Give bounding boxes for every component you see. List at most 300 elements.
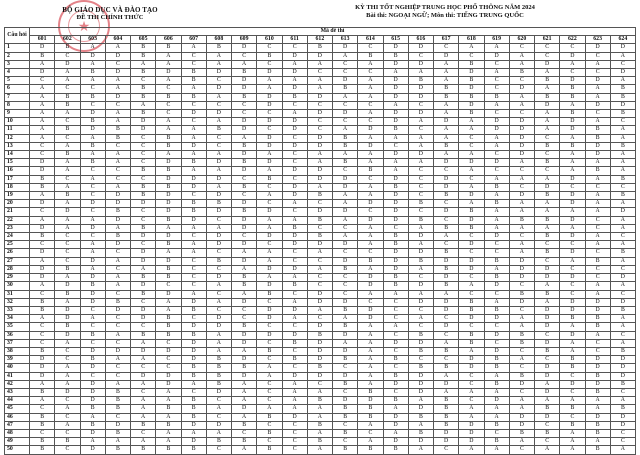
table-header-row-top <box>5 28 636 36</box>
answer-cell: D <box>232 224 257 232</box>
answer-cell: A <box>509 200 534 208</box>
answer-cell: A <box>585 397 610 405</box>
answer-cell: A <box>55 339 80 347</box>
answer-cell: A <box>484 216 509 224</box>
table-row <box>5 118 636 126</box>
answer-cell: D <box>459 265 484 273</box>
answer-cell: C <box>383 306 408 314</box>
answer-cell: A <box>181 380 206 388</box>
answer-cell: D <box>257 233 282 241</box>
answer-cell: D <box>535 306 560 314</box>
answer-cell: A <box>282 216 307 224</box>
answer-cell: B <box>383 282 408 290</box>
question-number: 38 <box>5 347 30 355</box>
answer-cell: C <box>610 183 635 191</box>
answer-cell: C <box>105 413 130 421</box>
answer-cell: C <box>585 249 610 257</box>
answer-cell: D <box>30 274 55 282</box>
answer-cell: C <box>131 216 156 224</box>
answer-cell: A <box>560 101 585 109</box>
exam-code-header: 614 <box>358 36 383 44</box>
answer-cell: D <box>434 429 459 437</box>
answer-cell: A <box>55 200 80 208</box>
answer-cell: A <box>282 397 307 405</box>
answer-cell: C <box>560 183 585 191</box>
answer-cell: C <box>131 364 156 372</box>
question-number: 8 <box>5 101 30 109</box>
answer-cell: B <box>535 347 560 355</box>
answer-cell: C <box>358 69 383 77</box>
answer-cell: A <box>181 167 206 175</box>
answer-cell: C <box>206 216 231 224</box>
answer-cell: D <box>80 110 105 118</box>
answer-cell: B <box>610 110 635 118</box>
answer-cell: D <box>206 274 231 282</box>
answer-cell: C <box>257 356 282 364</box>
answer-cell: D <box>80 200 105 208</box>
answer-cell: A <box>307 413 332 421</box>
question-number: 10 <box>5 118 30 126</box>
answer-cell: A <box>434 290 459 298</box>
answer-cell: C <box>358 175 383 183</box>
answer-cell: D <box>80 388 105 396</box>
answer-cell: A <box>206 282 231 290</box>
answer-cell: B <box>55 290 80 298</box>
answer-cell: B <box>459 306 484 314</box>
answer-cell: A <box>610 200 635 208</box>
answer-cell: B <box>131 69 156 77</box>
table-row <box>5 142 636 150</box>
answer-cell: C <box>383 388 408 396</box>
answer-cell: D <box>333 77 358 85</box>
answer-cell: A <box>307 265 332 273</box>
table-row <box>5 249 636 257</box>
answer-cell: D <box>408 233 433 241</box>
answer-cell: B <box>55 323 80 331</box>
answer-cell: B <box>383 372 408 380</box>
answer-cell: C <box>181 274 206 282</box>
answer-cell: C <box>206 142 231 150</box>
answer-cell: D <box>434 438 459 446</box>
answer-cell: D <box>383 200 408 208</box>
answer-cell: B <box>333 306 358 314</box>
answer-cell: C <box>333 388 358 396</box>
answer-cell: B <box>156 315 181 323</box>
answer-cell: C <box>459 233 484 241</box>
answer-cell: B <box>383 241 408 249</box>
answer-cell: B <box>408 77 433 85</box>
answer-cell: C <box>509 347 534 355</box>
answer-cell: A <box>232 388 257 396</box>
answer-cell: C <box>181 233 206 241</box>
answer-cell: A <box>257 151 282 159</box>
answer-cell: A <box>610 315 635 323</box>
answer-cell: D <box>307 167 332 175</box>
answer-cell: A <box>282 60 307 68</box>
answer-cell: C <box>30 142 55 150</box>
answer-cell: D <box>105 192 130 200</box>
answer-cell: B <box>80 405 105 413</box>
answer-cell: C <box>585 339 610 347</box>
answer-cell: B <box>535 249 560 257</box>
answer-cell: A <box>156 52 181 60</box>
answer-cell: B <box>156 331 181 339</box>
answer-cell: A <box>434 372 459 380</box>
answer-cell: B <box>131 52 156 60</box>
answer-cell: C <box>55 85 80 93</box>
answer-cell: A <box>535 200 560 208</box>
answer-cell: A <box>585 192 610 200</box>
answer-cell: A <box>358 323 383 331</box>
answer-cell: C <box>560 241 585 249</box>
answer-cell: B <box>434 364 459 372</box>
answer-cell: D <box>358 126 383 134</box>
answer-cell: B <box>408 347 433 355</box>
answer-cell: D <box>610 421 635 429</box>
answer-cell: D <box>30 372 55 380</box>
answer-key-table-wrapper <box>4 27 636 453</box>
answer-cell: A <box>232 446 257 454</box>
answer-cell: D <box>509 265 534 273</box>
table-row <box>5 208 636 216</box>
answer-cell: C <box>156 85 181 93</box>
answer-cell: D <box>509 421 534 429</box>
answer-cell: A <box>358 233 383 241</box>
answer-cell: D <box>333 183 358 191</box>
answer-cell: D <box>55 60 80 68</box>
answer-cell: A <box>484 134 509 142</box>
answer-cell: C <box>232 233 257 241</box>
answer-cell: C <box>156 101 181 109</box>
table-row <box>5 151 636 159</box>
question-header: Câu hỏi <box>5 28 30 44</box>
answer-cell: B <box>585 372 610 380</box>
answer-cell: D <box>560 216 585 224</box>
answer-cell: D <box>131 200 156 208</box>
answer-cell: B <box>131 421 156 429</box>
answer-cell: D <box>459 438 484 446</box>
answer-cell: C <box>484 290 509 298</box>
answer-cell: D <box>131 282 156 290</box>
answer-cell: C <box>459 52 484 60</box>
answer-cell: C <box>560 44 585 52</box>
answer-cell: A <box>206 118 231 126</box>
answer-cell: A <box>434 388 459 396</box>
answer-cell: B <box>358 257 383 265</box>
answer-cell: C <box>434 241 459 249</box>
answer-cell: A <box>408 224 433 232</box>
answer-cell: D <box>30 159 55 167</box>
answer-cell: A <box>610 151 635 159</box>
answer-cell: A <box>509 93 534 101</box>
answer-cell: A <box>408 134 433 142</box>
answer-cell: A <box>358 356 383 364</box>
answer-cell: C <box>484 241 509 249</box>
answer-cell: B <box>610 175 635 183</box>
answer-cell: B <box>307 233 332 241</box>
answer-cell: D <box>333 175 358 183</box>
answer-cell: D <box>585 298 610 306</box>
answer-cell: C <box>535 356 560 364</box>
answer-cell: C <box>80 101 105 109</box>
answer-cell: D <box>459 159 484 167</box>
answer-cell: D <box>206 208 231 216</box>
answer-cell: A <box>232 397 257 405</box>
answer-cell: B <box>560 93 585 101</box>
answer-cell: A <box>535 298 560 306</box>
answer-cell: A <box>206 429 231 437</box>
exam-code-header: 606 <box>156 36 181 44</box>
answer-cell: C <box>257 421 282 429</box>
table-row <box>5 44 636 52</box>
answer-cell: A <box>307 249 332 257</box>
answer-cell: A <box>509 224 534 232</box>
answer-cell: C <box>535 167 560 175</box>
answer-cell: C <box>560 282 585 290</box>
answer-cell: C <box>333 290 358 298</box>
answer-cell: A <box>156 397 181 405</box>
answer-cell: C <box>30 151 55 159</box>
answer-cell: D <box>484 118 509 126</box>
answer-cell: D <box>459 429 484 437</box>
answer-cell: D <box>206 110 231 118</box>
answer-cell: B <box>610 93 635 101</box>
answer-cell: D <box>206 85 231 93</box>
answer-cell: C <box>408 126 433 134</box>
answer-cell: C <box>257 438 282 446</box>
answer-cell: A <box>434 233 459 241</box>
answer-cell: B <box>434 421 459 429</box>
answer-cell: D <box>383 265 408 273</box>
answer-cell: B <box>585 134 610 142</box>
answer-cell: C <box>535 134 560 142</box>
answer-cell: A <box>156 388 181 396</box>
answer-cell: D <box>560 192 585 200</box>
answer-cell: D <box>206 315 231 323</box>
answer-cell: B <box>257 446 282 454</box>
answer-cell: A <box>560 397 585 405</box>
answer-cell: B <box>459 110 484 118</box>
answer-cell: D <box>383 216 408 224</box>
answer-cell: D <box>282 85 307 93</box>
answer-cell: A <box>585 331 610 339</box>
answer-cell: D <box>232 126 257 134</box>
answer-cell: A <box>257 249 282 257</box>
answer-cell: A <box>484 388 509 396</box>
answer-cell: A <box>535 69 560 77</box>
answer-cell: C <box>282 44 307 52</box>
answer-cell: D <box>232 200 257 208</box>
answer-cell: B <box>383 356 408 364</box>
answer-cell: A <box>30 397 55 405</box>
answer-cell: D <box>307 323 332 331</box>
answer-cell: C <box>257 183 282 191</box>
answer-body <box>5 44 636 454</box>
answer-cell: A <box>307 77 332 85</box>
answer-cell: C <box>585 110 610 118</box>
answer-cell: B <box>434 347 459 355</box>
answer-cell: A <box>358 331 383 339</box>
answer-cell: A <box>484 208 509 216</box>
answer-cell: A <box>181 151 206 159</box>
answer-cell: D <box>383 77 408 85</box>
answer-cell: B <box>206 372 231 380</box>
answer-cell: C <box>459 142 484 150</box>
answer-cell: A <box>30 126 55 134</box>
answer-cell: A <box>156 126 181 134</box>
answer-cell: C <box>610 60 635 68</box>
answer-cell: D <box>408 44 433 52</box>
answer-cell: C <box>509 233 534 241</box>
answer-cell: A <box>333 192 358 200</box>
answer-cell: A <box>383 405 408 413</box>
answer-cell: C <box>560 388 585 396</box>
answer-cell: A <box>30 216 55 224</box>
answer-cell: A <box>358 183 383 191</box>
answer-cell: B <box>55 151 80 159</box>
answer-cell: A <box>307 60 332 68</box>
table-row <box>5 265 636 273</box>
answer-cell: A <box>560 151 585 159</box>
answer-cell: C <box>105 249 130 257</box>
answer-cell: D <box>610 372 635 380</box>
answer-cell: D <box>30 69 55 77</box>
answer-cell: D <box>232 257 257 265</box>
answer-cell: D <box>232 405 257 413</box>
answer-cell: B <box>333 85 358 93</box>
answer-cell: B <box>383 183 408 191</box>
answer-cell: B <box>459 77 484 85</box>
question-number: 5 <box>5 77 30 85</box>
answer-cell: C <box>509 110 534 118</box>
answer-cell: A <box>383 323 408 331</box>
answer-cell: C <box>535 52 560 60</box>
answer-cell: B <box>383 52 408 60</box>
answer-cell: D <box>232 118 257 126</box>
answer-cell: A <box>333 200 358 208</box>
answer-cell: C <box>105 142 130 150</box>
answer-cell: C <box>282 347 307 355</box>
answer-cell: B <box>585 167 610 175</box>
answer-cell: B <box>434 142 459 150</box>
answer-cell: A <box>181 429 206 437</box>
answer-cell: A <box>206 52 231 60</box>
answer-cell: B <box>156 134 181 142</box>
answer-cell: D <box>206 69 231 77</box>
answer-cell: C <box>459 372 484 380</box>
answer-cell: B <box>232 438 257 446</box>
answer-cell: A <box>55 405 80 413</box>
answer-cell: D <box>509 134 534 142</box>
answer-cell: C <box>105 323 130 331</box>
answer-cell: D <box>257 93 282 101</box>
answer-cell: C <box>408 323 433 331</box>
answer-cell: A <box>307 429 332 437</box>
answer-cell: B <box>80 282 105 290</box>
answer-cell: D <box>80 52 105 60</box>
question-number: 37 <box>5 339 30 347</box>
answer-cell: C <box>55 118 80 126</box>
answer-cell: A <box>484 265 509 273</box>
answer-cell: D <box>282 331 307 339</box>
answer-cell: A <box>358 438 383 446</box>
table-row <box>5 356 636 364</box>
answer-cell: B <box>131 183 156 191</box>
answer-cell: D <box>610 364 635 372</box>
answer-cell: B <box>232 421 257 429</box>
answer-cell: B <box>535 192 560 200</box>
answer-cell: B <box>181 331 206 339</box>
answer-cell: D <box>307 339 332 347</box>
answer-cell: A <box>80 44 105 52</box>
question-number: 26 <box>5 249 30 257</box>
answer-cell: A <box>484 175 509 183</box>
answer-cell: B <box>408 429 433 437</box>
answer-cell: A <box>282 380 307 388</box>
answer-cell: B <box>434 282 459 290</box>
answer-cell: D <box>383 44 408 52</box>
ministry-block <box>40 6 180 22</box>
answer-cell: D <box>156 347 181 355</box>
answer-cell: A <box>55 142 80 150</box>
answer-cell: B <box>156 216 181 224</box>
answer-cell: C <box>55 249 80 257</box>
question-number: 18 <box>5 183 30 191</box>
answer-cell: A <box>484 372 509 380</box>
answer-cell: C <box>509 44 534 52</box>
answer-cell: A <box>30 101 55 109</box>
answer-cell: D <box>55 208 80 216</box>
answer-cell: D <box>282 306 307 314</box>
answer-cell: B <box>232 208 257 216</box>
answer-cell: D <box>80 224 105 232</box>
answer-cell: A <box>257 167 282 175</box>
answer-cell: D <box>105 347 130 355</box>
answer-cell: A <box>232 413 257 421</box>
exam-code-header: 621 <box>535 36 560 44</box>
answer-cell: B <box>408 364 433 372</box>
answer-cell: C <box>610 233 635 241</box>
answer-cell: D <box>459 241 484 249</box>
answer-cell: B <box>434 265 459 273</box>
answer-cell: B <box>206 356 231 364</box>
answer-cell: C <box>55 233 80 241</box>
answer-cell: D <box>30 356 55 364</box>
answer-cell: A <box>55 380 80 388</box>
answer-cell: C <box>408 183 433 191</box>
answer-cell: B <box>585 446 610 454</box>
answer-cell: A <box>105 85 130 93</box>
answer-cell: A <box>585 282 610 290</box>
answer-cell: C <box>206 134 231 142</box>
answer-cell: D <box>610 274 635 282</box>
answer-cell: B <box>535 290 560 298</box>
table-row <box>5 60 636 68</box>
answer-cell: D <box>434 175 459 183</box>
answer-cell: D <box>307 134 332 142</box>
answer-cell: A <box>434 151 459 159</box>
answer-cell: C <box>257 298 282 306</box>
question-number: 13 <box>5 142 30 150</box>
answer-cell: D <box>282 265 307 273</box>
answer-cell: B <box>408 257 433 265</box>
answer-cell: A <box>257 216 282 224</box>
answer-cell: C <box>282 134 307 142</box>
answer-cell: D <box>535 388 560 396</box>
answer-cell: C <box>307 200 332 208</box>
answer-cell: D <box>307 52 332 60</box>
answer-cell: A <box>535 126 560 134</box>
